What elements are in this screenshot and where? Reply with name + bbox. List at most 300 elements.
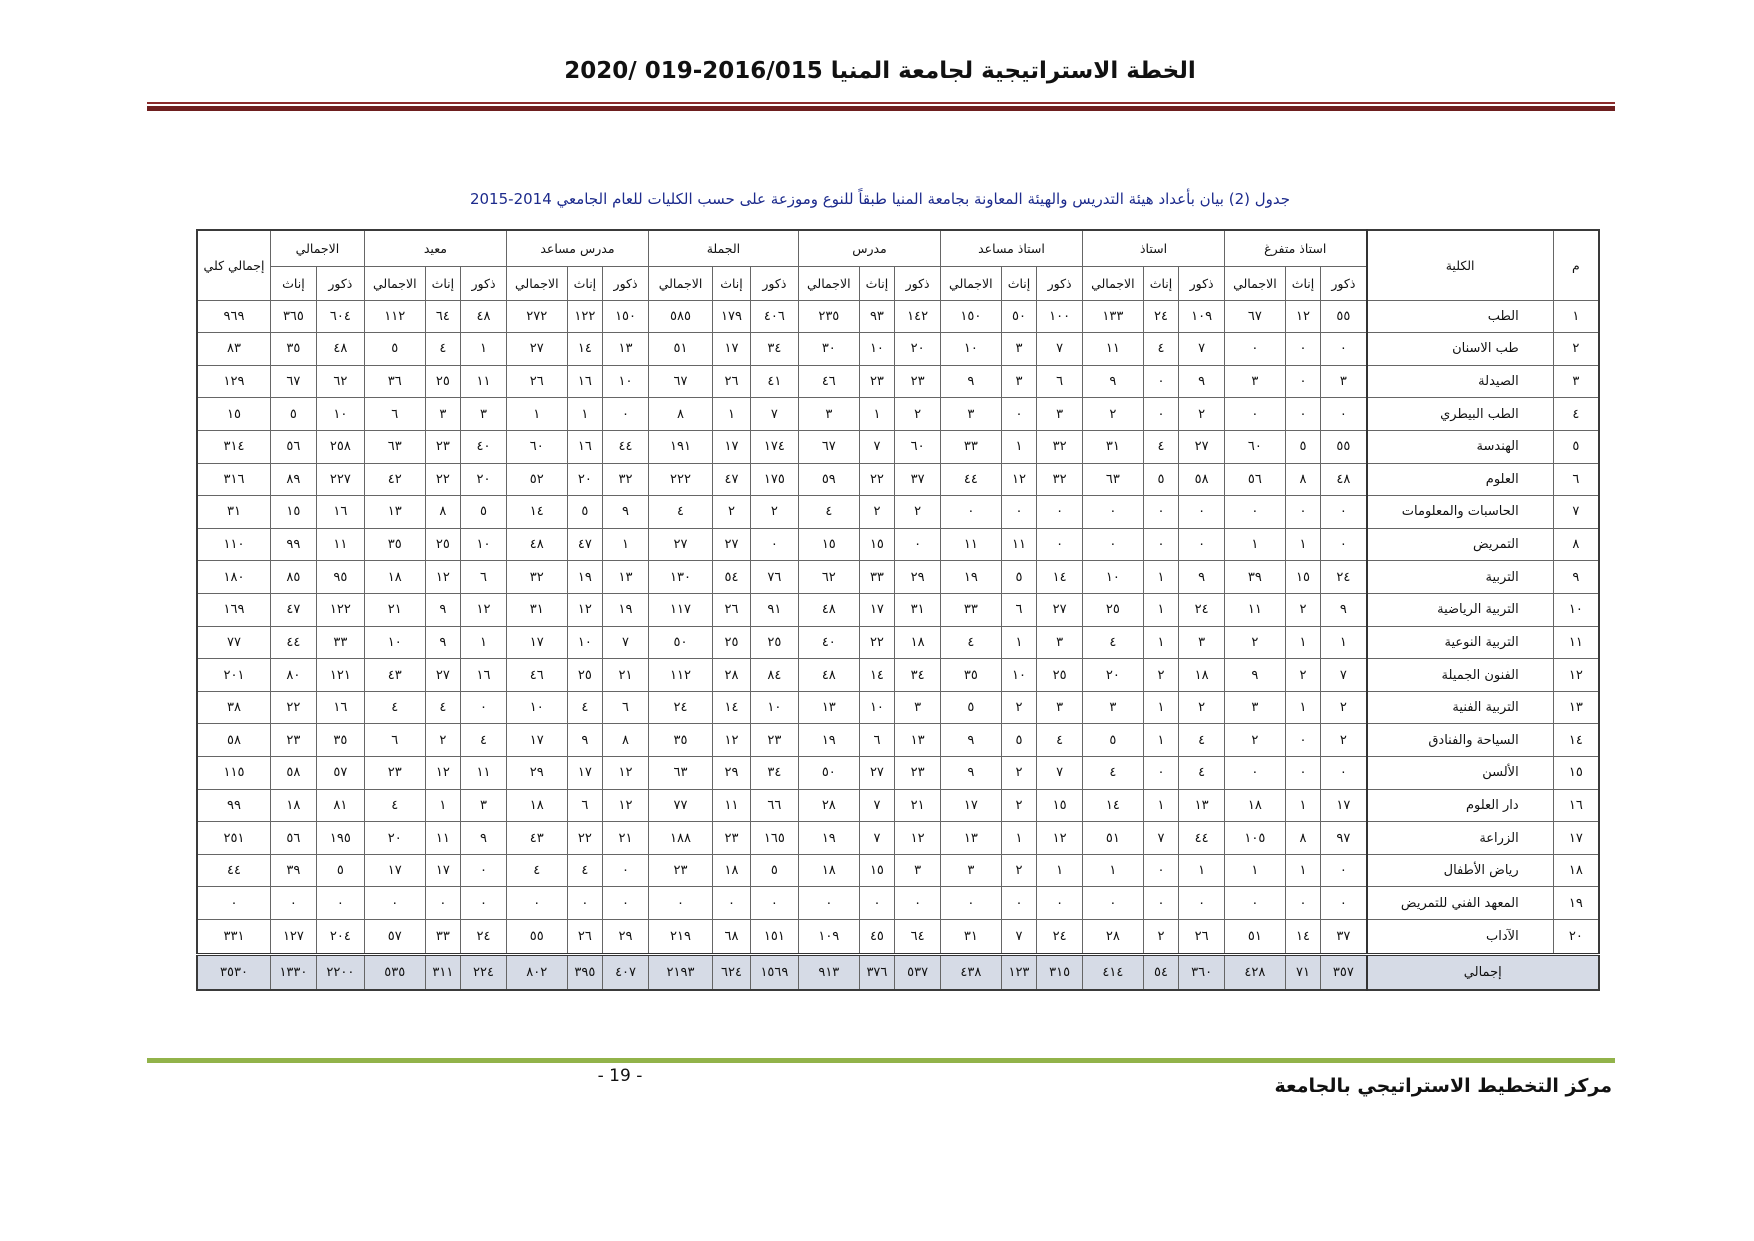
data-cell: ١٣ [940,822,1001,855]
data-cell: ٢١٩ [648,920,712,955]
data-cell: ١٠ [1083,561,1144,594]
data-cell: ٥ [364,333,425,366]
faculty-name: التربية النوعية [1367,626,1554,659]
data-cell: ١٥ [197,398,271,431]
data-cell: ٤٨ [798,593,859,626]
data-cell: ٨ [1285,463,1321,496]
data-cell: ٤ [940,626,1001,659]
data-cell: ٠ [603,398,649,431]
subheader-males: ذكور [750,266,798,300]
data-cell: ١ [1143,724,1179,757]
total-cell: ٣١١ [425,954,461,990]
row-number: ١٧ [1553,822,1599,855]
data-cell: ٠ [425,887,461,920]
data-cell: ٣٢ [1037,430,1083,463]
data-cell: ٠ [1037,496,1083,529]
subheader-females: إناث [1143,266,1179,300]
subheader-females: إناث [859,266,895,300]
data-cell: ١ [1285,789,1321,822]
data-cell: ٠ [1083,887,1144,920]
faculty-name: السياحة والفنادق [1367,724,1554,757]
data-cell: ٥ [1083,724,1144,757]
subheader-females: إناث [425,266,461,300]
data-cell: ١٢ [713,724,751,757]
data-cell: ٥٥ [1321,430,1367,463]
faculty-staff-table-container [196,229,1600,991]
data-cell: ٣٤ [750,757,798,790]
data-cell: ١ [461,626,507,659]
table-row [197,528,1599,561]
page-title: الخطة الاستراتيجية لجامعة المنيا 2016/015-019 /2020 [564,58,1196,84]
table-row [197,920,1599,955]
data-cell: ١٠ [859,333,895,366]
data-cell: ١٢٧ [271,920,317,955]
faculty-name: طب الاسنان [1367,333,1554,366]
data-cell: ١٠٠ [1037,300,1083,333]
data-cell: ٠ [1037,528,1083,561]
data-cell: ٠ [364,887,425,920]
subheader-males: ذكور [316,266,364,300]
data-cell: ٤ [425,333,461,366]
data-cell: ١ [1285,691,1321,724]
data-cell: ٢٣ [895,365,941,398]
data-cell: ١١ [461,757,507,790]
data-cell: ٤ [648,496,712,529]
data-cell: ٢٥ [1083,593,1144,626]
data-cell: ٠ [1285,724,1321,757]
data-cell: ١ [506,398,567,431]
data-cell: ٥ [271,398,317,431]
row-number: ٣ [1553,365,1599,398]
subheader-total: الاجمالي [364,266,425,300]
data-cell: ١ [1179,854,1225,887]
total-cell: ١٣٣٠ [271,954,317,990]
data-cell: ٥٥ [506,920,567,955]
data-cell: ١٤٢ [895,300,941,333]
data-cell: ٢٣ [895,757,941,790]
data-cell: ٢٤ [1321,561,1367,594]
data-cell: ٣٣ [316,626,364,659]
data-cell: ١١٧ [648,593,712,626]
data-cell: ٦ [1037,365,1083,398]
data-cell: ٤ [506,854,567,887]
faculty-name: دار العلوم [1367,789,1554,822]
data-cell: ٨٩ [271,463,317,496]
data-cell: ٢٣ [750,724,798,757]
data-cell: ٠ [1179,496,1225,529]
data-cell: ٥٠ [648,626,712,659]
data-cell: ٦٠ [1225,430,1286,463]
data-cell: ٣٣ [940,593,1001,626]
total-cell: ٣٦٠ [1179,954,1225,990]
total-cell: ٣٥٣٠ [197,954,271,990]
data-cell: ١٨ [895,626,941,659]
header-rule-thick [147,106,1615,111]
table-row [197,854,1599,887]
subheader-males: ذكور [1037,266,1083,300]
faculty-name: الحاسبات والمعلومات [1367,496,1554,529]
data-cell: ١ [713,398,751,431]
data-cell: ٩١ [750,593,798,626]
data-cell: ١ [1001,822,1037,855]
data-cell: ٠ [567,887,603,920]
data-cell: ٣ [1001,333,1037,366]
row-number: ١٤ [1553,724,1599,757]
data-cell: ٦٧ [1225,300,1286,333]
data-cell: ٢٦ [713,593,751,626]
data-cell: ١١٠ [197,528,271,561]
data-cell: ١٢٢ [567,300,603,333]
data-cell: ١٢ [567,593,603,626]
data-cell: ٩ [940,365,1001,398]
row-number: ١ [1553,300,1599,333]
data-cell: ٣٢ [603,463,649,496]
data-cell: ٢٠ [461,463,507,496]
data-cell: ١٢٩ [197,365,271,398]
data-cell: ١٣ [364,496,425,529]
group-header-assistant-professor: استاذ مساعد [940,230,1082,266]
total-cell: ٣٩٥ [567,954,603,990]
faculty-name: رياض الأطفال [1367,854,1554,887]
data-cell: ٤٣ [506,822,567,855]
data-cell: ١١ [1083,333,1144,366]
data-cell: ٥٥ [1321,300,1367,333]
data-cell: ١٥١ [750,920,798,955]
data-cell: ٣٣ [940,430,1001,463]
data-cell: ٢٦ [713,365,751,398]
data-cell: ٣ [895,854,941,887]
data-cell: ١ [1143,789,1179,822]
data-cell: ٣٠ [798,333,859,366]
data-cell: ١ [1285,528,1321,561]
data-cell: ١ [1321,626,1367,659]
data-cell: ٩ [1083,365,1144,398]
data-cell: ٠ [750,887,798,920]
data-cell: ٠ [1321,854,1367,887]
data-cell: ٠ [461,854,507,887]
data-cell: ٤٦ [506,659,567,692]
data-cell: ٨ [648,398,712,431]
data-cell: ١ [461,333,507,366]
data-cell: ٦ [567,789,603,822]
data-cell: ٥ [1001,561,1037,594]
data-cell: ٦٠٤ [316,300,364,333]
data-cell: ٥٠ [1001,300,1037,333]
subheader-total: الاجمالي [798,266,859,300]
data-cell: ١٩ [798,724,859,757]
group-header-emeritus-professor: استاذ متفرغ [1225,230,1367,266]
total-cell: ٧١ [1285,954,1321,990]
data-cell: ١ [1285,854,1321,887]
data-cell: ٠ [1143,757,1179,790]
data-cell: ٤ [1143,430,1179,463]
data-cell: ٢٥ [425,528,461,561]
table-row [197,626,1599,659]
data-cell: ٥ [461,496,507,529]
faculty-name: الألسن [1367,757,1554,790]
data-cell: ٤٧ [567,528,603,561]
data-cell: ٣١٤ [197,430,271,463]
data-cell: ٤٦ [798,365,859,398]
data-cell: ٠ [1285,496,1321,529]
data-cell: ٣ [1225,691,1286,724]
total-cell: ٥٣٥ [364,954,425,990]
data-cell: ٦٧ [271,365,317,398]
data-cell: ٣ [1037,691,1083,724]
data-cell: ١٢ [425,757,461,790]
data-cell: ٤ [364,789,425,822]
row-number: ٢ [1553,333,1599,366]
data-cell: ١٥ [1285,561,1321,594]
data-cell: ٤ [1179,757,1225,790]
data-cell: ٠ [940,887,1001,920]
data-cell: ١٢ [603,789,649,822]
data-cell: ٠ [1143,398,1179,431]
data-cell: ٥ [316,854,364,887]
data-cell: ١٨ [364,561,425,594]
data-cell: ١ [1143,691,1179,724]
data-cell: ١٦٩ [197,593,271,626]
data-cell: ٥١ [1083,822,1144,855]
data-cell: ١٦ [567,365,603,398]
data-cell: ٦٦ [750,789,798,822]
data-cell: ٢٣ [859,365,895,398]
data-cell: ٥٧ [364,920,425,955]
table-row [197,822,1599,855]
data-cell: ٥٦ [271,822,317,855]
data-cell: ١ [1143,561,1179,594]
data-cell: ١٨ [1225,789,1286,822]
data-cell: ٠ [1143,854,1179,887]
data-cell: ٠ [1321,887,1367,920]
data-cell: ٣ [1225,365,1286,398]
data-cell: ٠ [1225,887,1286,920]
row-number: ٥ [1553,430,1599,463]
data-cell: ٢ [1143,659,1179,692]
data-cell: ١٥ [271,496,317,529]
table-row [197,430,1599,463]
footer-rule [147,1058,1615,1063]
subheader-males: ذكور [1321,266,1367,300]
data-cell: ١ [1001,430,1037,463]
data-cell: ٧ [1321,659,1367,692]
data-cell: ٢٠٤ [316,920,364,955]
data-cell: ١٥ [859,528,895,561]
data-cell: ٠ [1037,887,1083,920]
total-cell: ٢٢٠٠ [316,954,364,990]
data-cell: ٢٤ [461,920,507,955]
data-cell: ٠ [750,528,798,561]
data-cell: ٢ [1001,691,1037,724]
data-cell: ١٠ [859,691,895,724]
subheader-total: الاجمالي [940,266,1001,300]
data-cell: ٣٥ [940,659,1001,692]
data-cell: ٨ [425,496,461,529]
data-cell: ٢٤ [648,691,712,724]
total-row [197,954,1599,990]
data-cell: ٣ [1179,626,1225,659]
data-cell: ١٨ [713,854,751,887]
data-cell: ٧ [859,822,895,855]
data-cell: ٣ [1321,365,1367,398]
data-cell: ٣٧ [895,463,941,496]
data-cell: ٠ [1285,887,1321,920]
data-cell: ٤٠٦ [750,300,798,333]
faculty-name: التربية الرياضية [1367,593,1554,626]
data-cell: ١٧ [713,333,751,366]
data-cell: ٠ [1143,528,1179,561]
data-cell: ٢٣ [271,724,317,757]
subheader-total: الاجمالي [648,266,712,300]
data-cell: ٨٤ [750,659,798,692]
data-cell: ٦ [1001,593,1037,626]
subheader-females: إناث [567,266,603,300]
subheader-total: الاجمالي [506,266,567,300]
data-cell: ٠ [1225,398,1286,431]
total-cell: ٤٠٧ [603,954,649,990]
data-cell: ٨٠ [271,659,317,692]
data-cell: ٢٣ [364,757,425,790]
row-number: ٦ [1553,463,1599,496]
total-label: إجمالي [1367,954,1599,990]
table-caption: جدول (2) بيان بأعداد هيئة التدريس والهيئة المعاونة بجامعة المنيا طبقاً للنوع وموزعة على حسب الكليات للعام الجامعي 2014-2015 [469,190,1291,208]
data-cell: ١٨ [271,789,317,822]
table-body [197,300,1599,990]
data-cell: ٥٨ [1179,463,1225,496]
data-cell: ٤٢ [364,463,425,496]
faculty-name: العلوم [1367,463,1554,496]
data-cell: ٥ [750,854,798,887]
data-cell: ٢ [713,496,751,529]
data-cell: ٨٣ [197,333,271,366]
data-cell: ١٤ [1083,789,1144,822]
data-cell: ١٦ [461,659,507,692]
data-cell: ٣٤ [895,659,941,692]
data-cell: ٧ [1179,333,1225,366]
data-cell: ٢ [1001,789,1037,822]
data-cell: ٢٦ [1179,920,1225,955]
total-cell: ٥٣٧ [895,954,941,990]
table-row [197,496,1599,529]
data-cell: ١٦ [316,496,364,529]
data-cell: ٢ [750,496,798,529]
table-row [197,463,1599,496]
data-cell: ٠ [1321,496,1367,529]
data-cell: ٩٩ [197,789,271,822]
data-cell: ٢٢ [859,626,895,659]
data-cell: ٣ [940,854,1001,887]
subheader-females: إناث [1001,266,1037,300]
data-cell: ٠ [1143,496,1179,529]
data-cell: ٤٥ [859,920,895,955]
data-cell: ٢٨ [713,659,751,692]
data-cell: ١٣ [798,691,859,724]
data-cell: ٠ [461,887,507,920]
data-cell: ٣٧ [1321,920,1367,955]
data-cell: ٧ [859,430,895,463]
data-cell: ٨ [603,724,649,757]
total-cell: ١٢٣ [1001,954,1037,990]
data-cell: ٢ [895,496,941,529]
data-cell: ١ [1143,626,1179,659]
data-cell: ٤ [1083,626,1144,659]
data-cell: ٦٣ [1083,463,1144,496]
data-cell: ١٢ [461,593,507,626]
data-cell: ١٨٠ [197,561,271,594]
data-cell: ٣٥ [648,724,712,757]
data-cell: ١١٢ [648,659,712,692]
table-row [197,593,1599,626]
data-cell: ٤ [1037,724,1083,757]
table-row [197,300,1599,333]
data-cell: ٦٧ [648,365,712,398]
data-cell: ١٣ [603,333,649,366]
table-row [197,398,1599,431]
data-cell: ٣ [1037,626,1083,659]
data-cell: ١٩ [940,561,1001,594]
data-cell: ٢ [1179,691,1225,724]
data-cell: ١٣٠ [648,561,712,594]
data-cell: ١٩١ [648,430,712,463]
data-cell: ٦٢ [798,561,859,594]
data-cell: ١١ [461,365,507,398]
data-cell: ٣٤ [750,333,798,366]
total-cell: ٦٢٤ [713,954,751,990]
data-cell: ٦٣ [364,430,425,463]
data-cell: ٢٧ [859,757,895,790]
data-cell: ١٧ [425,854,461,887]
data-cell: ٢٥ [567,659,603,692]
data-cell: ٩٩ [271,528,317,561]
data-cell: ١٧ [364,854,425,887]
data-cell: ١٧ [859,593,895,626]
data-cell: ٦٤ [895,920,941,955]
data-cell: ٩ [1321,593,1367,626]
data-cell: ١١ [425,822,461,855]
data-cell: ٢٩ [603,920,649,955]
data-cell: ٠ [1285,333,1321,366]
faculty-name: الزراعة [1367,822,1554,855]
data-cell: ١٧٤ [750,430,798,463]
data-cell: ٤٤ [940,463,1001,496]
data-cell: ٢٧ [1037,593,1083,626]
data-cell: ٤٤ [603,430,649,463]
data-cell: ١٩ [798,822,859,855]
data-cell: ٦ [364,724,425,757]
data-cell: ٤ [567,854,603,887]
data-cell: ٢٥٨ [316,430,364,463]
data-cell: ٤٨ [506,528,567,561]
total-cell: ٤٢٨ [1225,954,1286,990]
data-cell: ١ [859,398,895,431]
table-row [197,333,1599,366]
data-cell: ١١ [940,528,1001,561]
data-cell: ١٣ [603,561,649,594]
data-cell: ٢٦ [567,920,603,955]
data-cell: ٣ [895,691,941,724]
data-cell: ٢ [1143,920,1179,955]
data-cell: ٤٧ [271,593,317,626]
data-cell: ٤٠ [461,430,507,463]
data-cell: ٦ [603,691,649,724]
data-cell: ٣ [425,398,461,431]
data-cell: ٢٥ [750,626,798,659]
total-cell: ٤٣٨ [940,954,1001,990]
data-cell: ٣٢ [506,561,567,594]
data-cell: ١١ [1225,593,1286,626]
data-cell: ٥٩ [798,463,859,496]
data-cell: ٦ [461,561,507,594]
